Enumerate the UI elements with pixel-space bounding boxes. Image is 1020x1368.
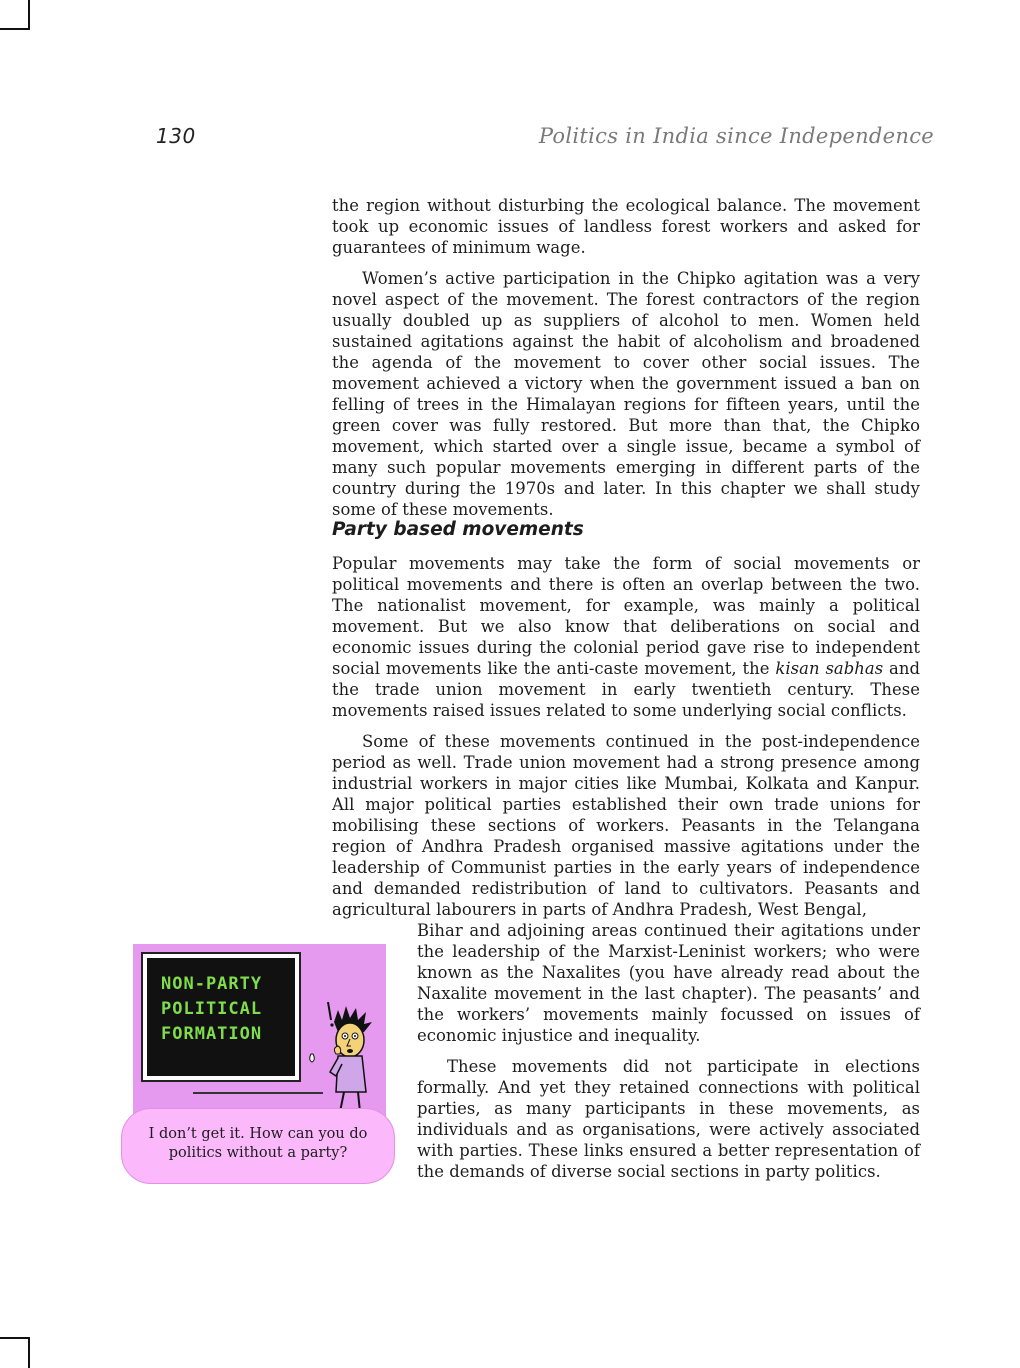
board-ledge — [193, 1092, 323, 1094]
running-head: Politics in India since Independence — [538, 124, 934, 148]
paragraph-womens-participation: Women’s active participation in the Chipko agitation was a very novel aspect of the movement. The forest contractors of the region usually doubled up as suppliers of alcohol to men. Women held sustained agitations against the habit of alcoholism and broadened the agenda of the movement to cover other social issues. The movement achieved a victory when the government issued a ban on felling of trees in the Himalayan regions for fifteen years, until the green cover was fully restored. But more than that, the Chipko movement, which started over a single issue, became a symbol of many such popular movements emerging in different parts of the country during the 1970s and later. In this chapter we shall study some of these movements. — [332, 269, 920, 519]
blackboard-line-2: POLITICAL — [161, 999, 263, 1019]
crop-mark-top-vertical — [28, 0, 30, 30]
paragraph-post-independence-continued: Bihar and adjoining areas continued their agitations under the leadership of the Marxist-Leninist workers; who were known as the Naxalites (you have already read about the Naxalite movement in the last chapter). The peasants’ and the workers’ movements mainly focussed on issues of economic injustice and inequality. — [417, 921, 920, 1045]
paragraph-popular-movements — [332, 553, 920, 721]
section-heading-party-based-movements: Party based movements — [332, 519, 584, 540]
cartoon-illustration — [133, 944, 386, 1124]
page-number: 130 — [156, 124, 196, 148]
paragraph-popular-movements-text-1: Popular movements may take the form of social movements or political movements and there is often an overlap between the two. The nationalist movement, for example, was mainly a political movement. But we also know that deliberations on social and economic issues during the colonial period gave rise to independent social movements like the anti-caste movement, the — [332, 554, 920, 678]
term-kisan-sabhas: kisan sabhas — [775, 659, 884, 678]
confused-person-figure — [308, 1002, 383, 1114]
blackboard-line-1: NON-PARTY — [161, 974, 263, 994]
crop-mark-bottom-horizontal — [0, 1337, 30, 1339]
crop-mark-top-horizontal — [0, 28, 30, 30]
paragraph-elections-participation: These movements did not participate in elections formally. And yet they retained connections with political parties, as many participants in these movements, as individuals and as organisations, were actively associated with parties. These links ensured a better representation of the demands of diverse social sections in party politics. — [417, 1057, 920, 1181]
paragraph-popular-movements-text-2: and the trade union movement in early twentieth century. These movements raised issues related to some underlying social conflicts. — [332, 659, 921, 720]
paragraph-post-independence-movements: Some of these movements continued in the post-independence period as well. Trade union movement had a strong presence among industrial workers in major cities like Mumbai, Kolkata and Kanpur. All major political parties established their own trade unions for mobilising these sections of workers. Peasants in the Telangana region of Andhra Pradesh organised massive agitations under the leadership of Communist parties in the early years of independence and demanded redistribution of land to cultivators. Peasants and agricultural labourers in parts of Andhra Pradesh, West Bengal, — [332, 732, 920, 919]
paragraph-ecological-balance: the region without disturbing the ecological balance. The movement took up economic issues of landless forest workers and asked for guarantees of minimum wage. — [332, 196, 920, 257]
blackboard — [143, 954, 299, 1080]
caption-bubble — [121, 1108, 395, 1184]
crop-mark-bottom-vertical — [28, 1338, 30, 1368]
blackboard-text — [161, 972, 285, 1047]
blackboard-line-3: FORMATION — [161, 1024, 263, 1044]
cartoon-caption: I don’t get it. How can you do politics without a party? — [148, 1126, 368, 1161]
